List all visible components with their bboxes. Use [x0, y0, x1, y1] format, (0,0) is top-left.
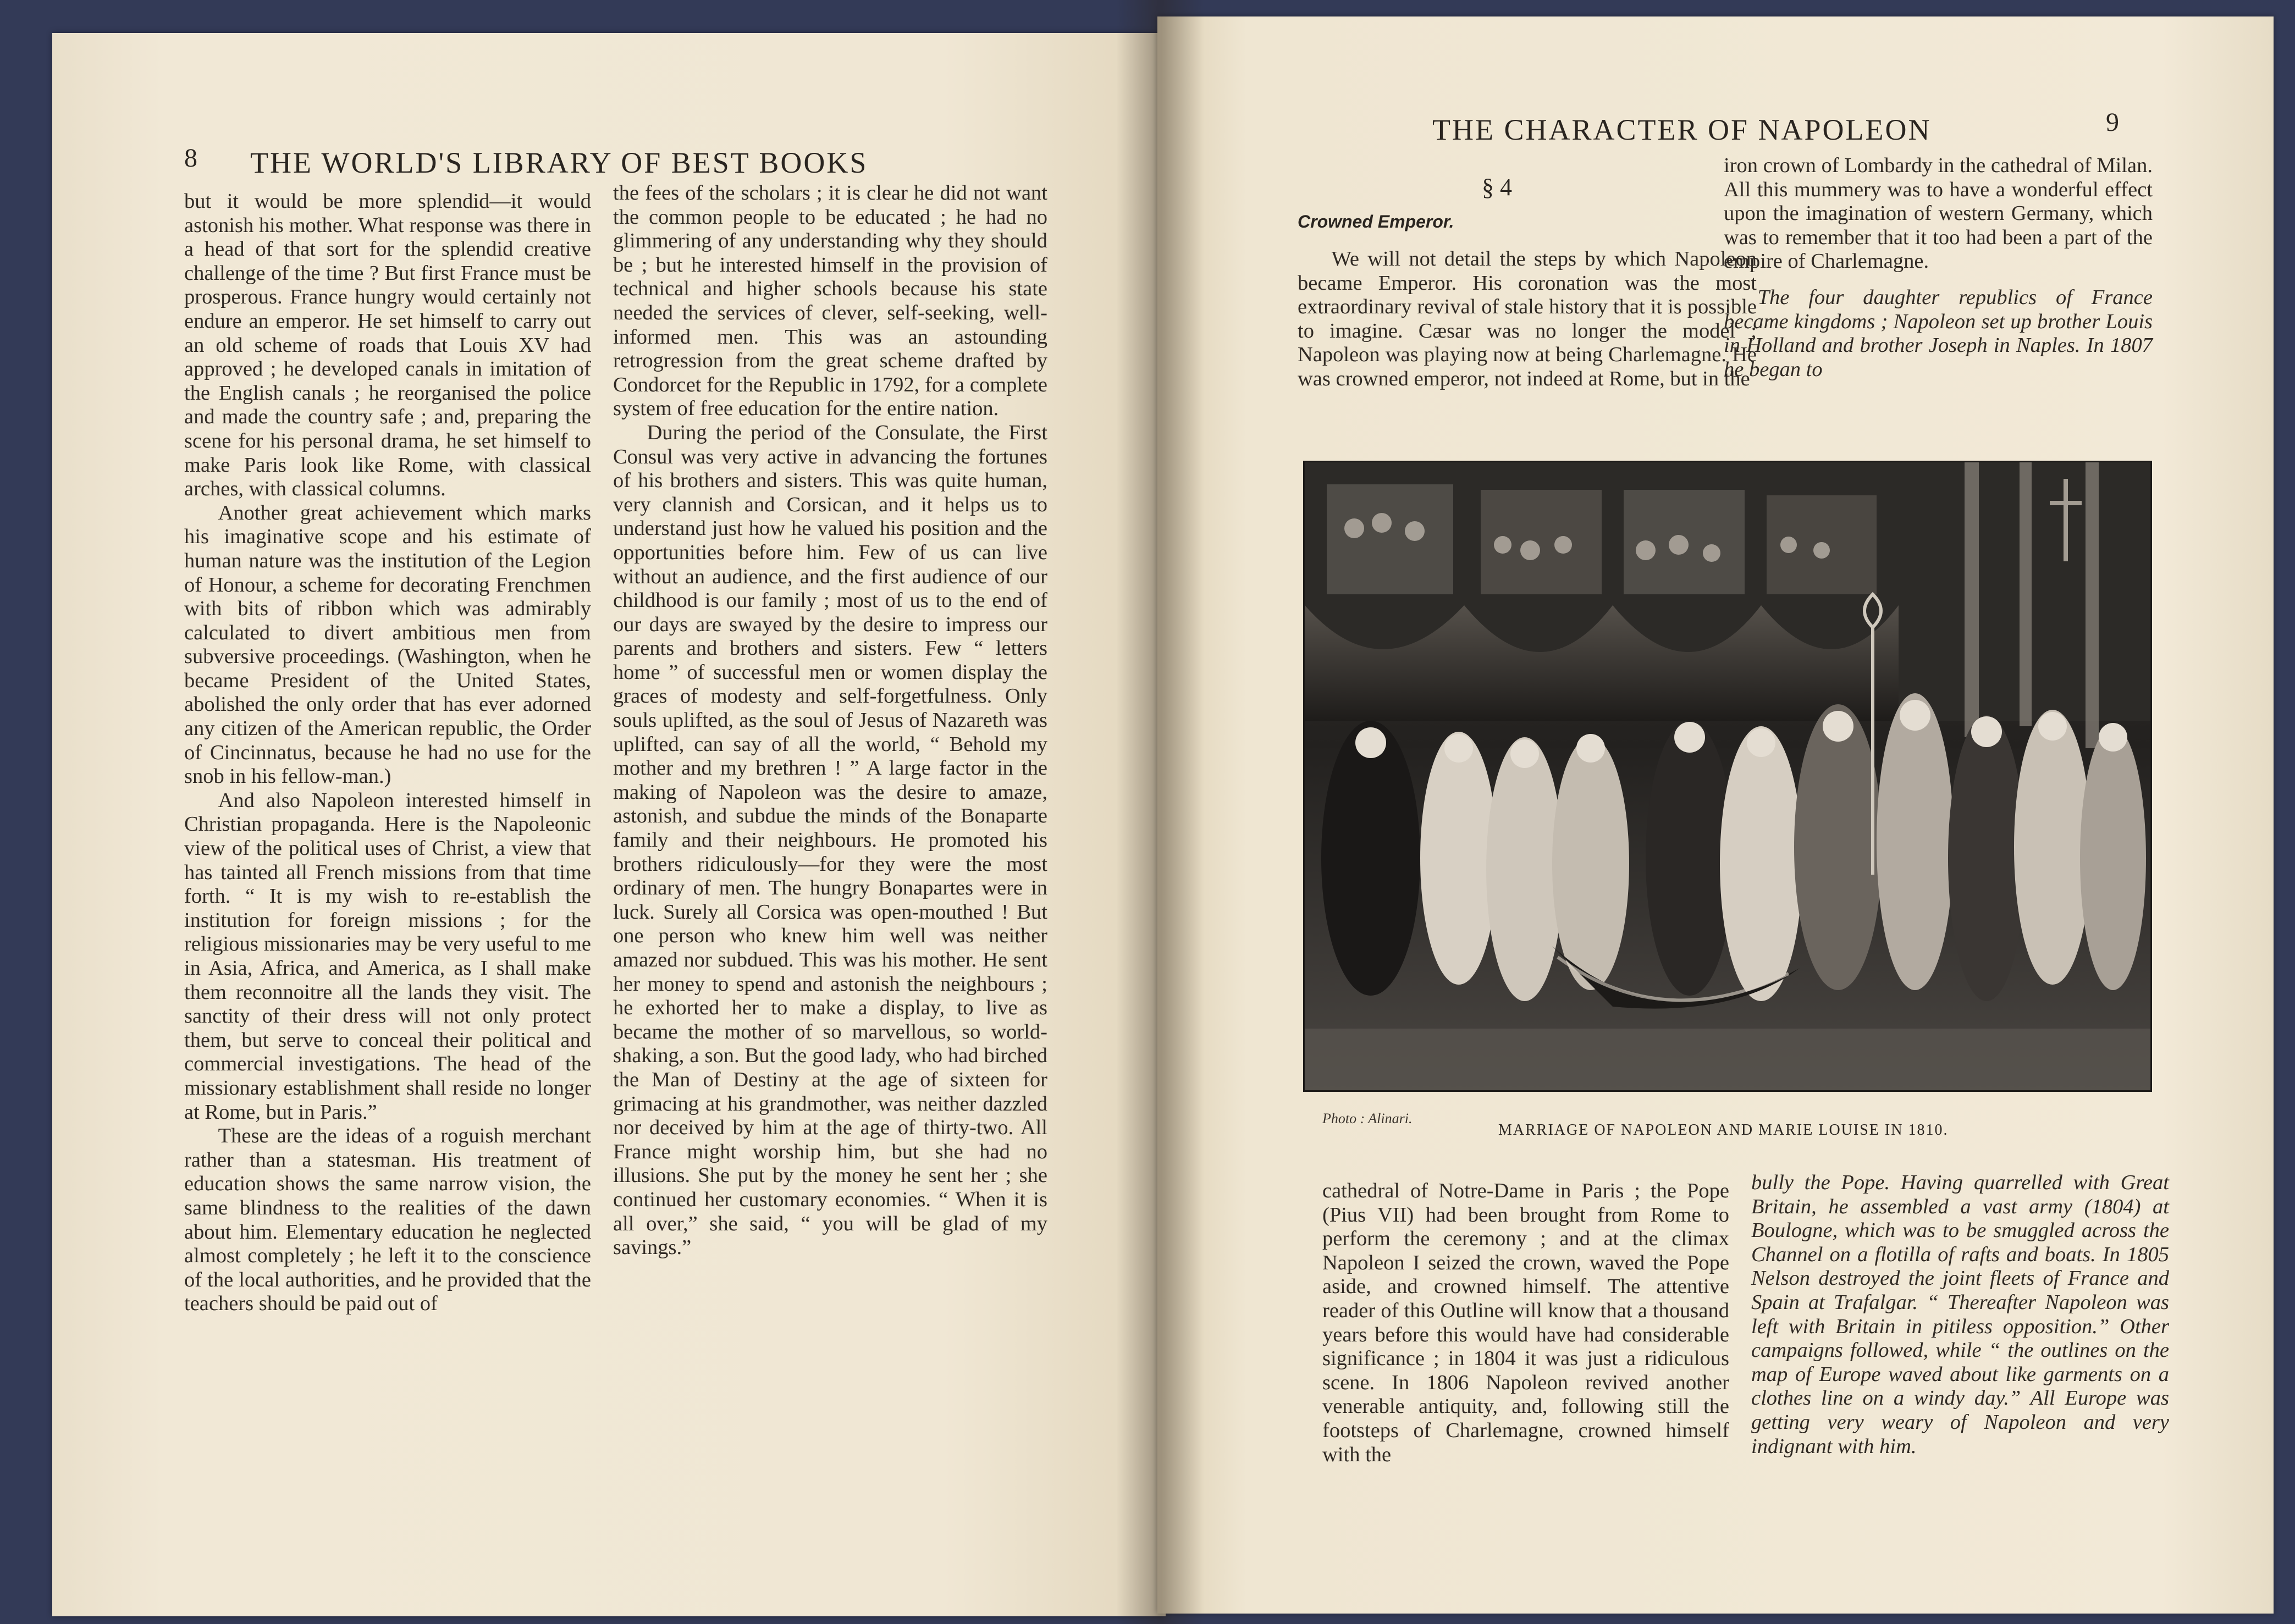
paragraph: but it would be more splendid—it would astonish his mother. What response was there in a head of that sort for the splendid creative challenge of the time ? But first France must be prosperous. France hungry would certainly not endure an emperor. He set himself to carry out an old scheme of roads that Louis XV had approved ; he developed canals in imitation of the English canals ; he reorganised the police and made the country safe ; and, preparing the scene for his personal drama, he set himself to make Paris look like Rome, with classical arches, with classical columns. [184, 190, 591, 501]
side-heading: Crowned Emperor. [1298, 212, 1454, 231]
paragraph: And also Napoleon interested himself in Christian propaganda. Here is the Napoleonic view of the political uses of Christ, a view that has tainted all French missions from that time forth. “ It is my wish to re-establish the institution for foreign missions ; for the religious missionaries may be very useful to me in Asia, Africa, and America, as I shall make them reconnoitre all the lands they visit. The sanctity of their dress will not only protect them, but serve to conceal their political and commercial investigations. The head of the missionary establishment shall reside no longer at Rome, but in Paris.” [184, 788, 591, 1124]
paragraph: cathedral of Notre-Dame in Paris ; the Pope (Pius VII) had been brought from Rome to perform the ceremony ; and at the climax Napoleon I seized the crown, waved the Pope aside, and crowned himself. The attentive reader of this Outline will know that a thousand years before this would have had considerable significance ; in 1804 it was just a ridiculous scene. In 1806 Napoleon revived another venerable antiquity, and, following still the footsteps of Charlemagne, crowned himself with the [1322, 1179, 1729, 1466]
left-page-number: 8 [184, 143, 197, 173]
photo-credit: Photo : Alinari. [1322, 1111, 1413, 1126]
paragraph: These are the ideas of a roguish merchant rather than a statesman. His treatment of education shows the same narrow vision, the same blindness to the realities of the dawn about him. Elementary education he neglected almost completely ; he left it to the conscience of the local authorities, and he provided that the teachers should be paid out of [184, 1124, 591, 1316]
illustration-plate [1303, 461, 2152, 1092]
right-page-number: 9 [2106, 108, 2119, 137]
left-column-2 [613, 181, 1047, 1260]
left-column-1 [184, 190, 591, 1316]
book-spine-shadow [1116, 0, 1204, 1624]
paragraph: We will not detail the steps by which Napoleon became Emperor. His coronation was the most extraordinary revival of stale history that it is possible to imagine. Cæsar was no longer the model ; Napoleon was playing now at being Charlemagne. He was crowned emperor, not indeed at Rome, but in the [1298, 247, 1757, 390]
left-page [52, 33, 1166, 1616]
right-top-column-1 [1298, 247, 1757, 391]
paragraph: the fees of the scholars ; it is clear he did not want the common people to be educated ; he had no glimmering of any understanding why they should be ; but he interested himself in the provision of technical and higher schools because his state needed the services of clever, self-seeking, well-informed men. This was an astounding retrogression from the great scheme drafted by Condorcet for the Republic in 1792, for a complete system of free education for the entire nation. [613, 181, 1047, 421]
paragraph: Another great achievement which marks his imaginative scope and his estimate of human nature was the institution of the Legion of Honour, a scheme for decorating Frenchmen with bits of ribbon which was admirably calculated to divert ambitious men from subversive proceedings. (Washington, when he became President of the United States, abolished the only order that has ever adorned any citizen of the American republic, the Order of Cincinnatus, because he had no use for the snob in his fellow-man.) [184, 501, 591, 788]
right-top-column-2 [1724, 154, 2153, 382]
paragraph-italic: bully the Pope. Having quarrelled with Great Britain, he assembled a vast army (1804) at Boulogne, which was to be smuggled across the Channel on a flotilla of rafts and boats. In 1805 Nelson destroyed the joint fleets of France and Spain at Trafalgar. “ Thereafter Napoleon was left with Britain in pitiless opposition.” Other campaigns followed, while “ the outlines on the map of Europe waved about like garments on a clothes line on a windy day.” All Europe was getting very weary of Napoleon and very indignant with him. [1751, 1171, 2169, 1458]
figure-caption: MARRIAGE OF NAPOLEON AND MARIE LOUISE IN 1810. [1498, 1122, 1949, 1139]
paragraph: iron crown of Lombardy in the cathedral of Milan. All this mummery was to have a wonderful effect upon the imagination of western Germany, which was to remember that it too had been a part of the empire of Charlemagne. [1724, 154, 2153, 273]
right-running-head: THE CHARACTER OF NAPOLEON [1432, 113, 1932, 146]
left-running-head: THE WORLD'S LIBRARY OF BEST BOOKS [250, 146, 868, 179]
right-bottom-column-1 [1322, 1179, 1729, 1467]
engraving-image [1305, 462, 2150, 1090]
right-bottom-column-2 [1751, 1171, 2169, 1459]
paragraph-italic: The four daughter republics of France became kingdoms ; Napoleon set up brother Louis in Holland and brother Joseph in Naples. In 1807 he began to [1724, 285, 2153, 381]
paragraph: During the period of the Consulate, the First Consul was very active in advancing the fortunes of his brothers and sisters. This was quite human, very clannish and Corsican, and it helps us to understand just how he valued his position and the opportunities before him. Few of us can live without an audience, and the first audience of our childhood is our family ; most of us to the end of our days are swayed by the desire to impress our parents and brothers and sisters. Few “ letters home ” of successful men or women display the graces of modesty and self-forgetfulness. Only souls uplifted, as the soul of Jesus of Nazareth was uplifted, can say of all the world, “ Behold my mother and my brethren ! ” A large factor in the making of Napoleon was the desire to amaze, astonish, and subdue the minds of the Bonaparte family and their neighbours. He promoted his brothers ridiculously—for they were the most ordinary of men. The hungry Bonapartes were in luck. Surely all Corsica was open-mouthed ! But one person who knew him well was neither amazed nor subdued. This was his mother. He sent her money to spend and astonish the neighbours ; he exhorted her to make a display, to live as became the mother of so marvellous, so world-shaking, a son. But the good lady, who had birched the Man of Destiny at the age of sixteen for grimacing at his grandmother, was neither dazzled nor deceived by him at the age of thirty-two. All France might worship him, but she had no illusions. She put by the money he sent her ; she continued her customary economies. “ When it is all over,” she said, “ you will be glad of my savings.” [613, 421, 1047, 1260]
section-mark: § 4 [1482, 174, 1512, 201]
